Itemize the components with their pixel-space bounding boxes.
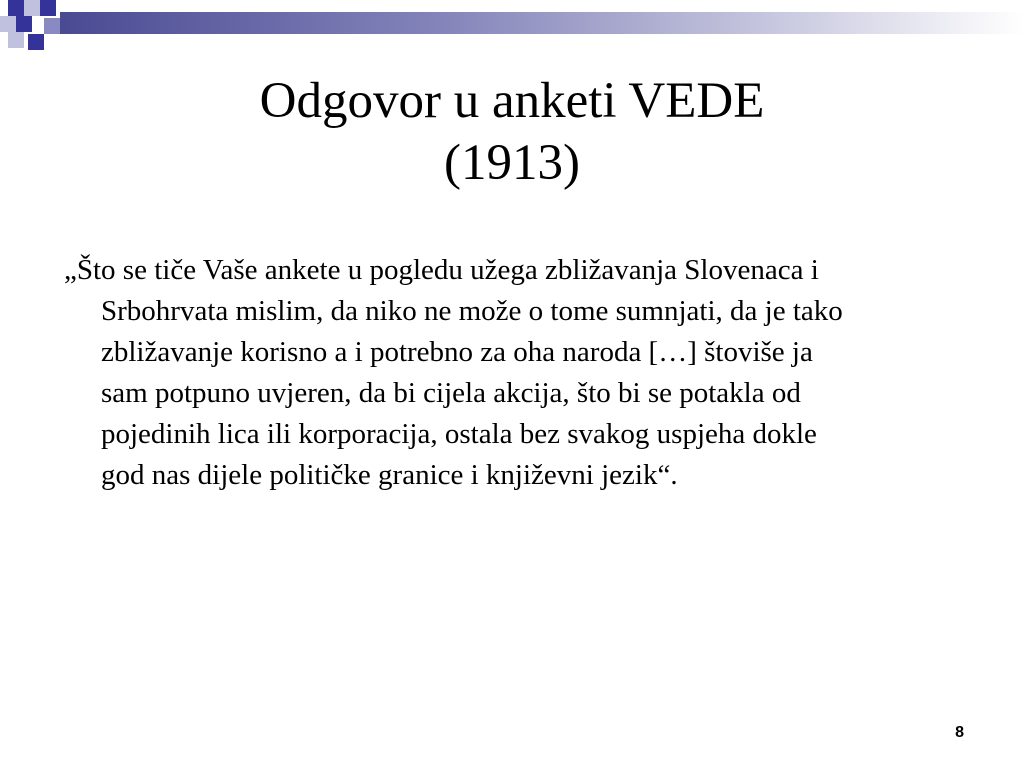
quote-line: „Što se tiče Vaše ankete u pogledu užega zbližavanja Slovenaca i	[64, 254, 819, 286]
decor-square	[8, 32, 24, 48]
decor-square	[0, 16, 16, 32]
title-line: Odgovor u anketi VEDE	[259, 73, 765, 129]
quote-line: pojedinih lica ili korporacija, ostala bez svakog uspjeha dokle	[101, 418, 817, 450]
decor-square	[44, 18, 60, 34]
header-gradient-bar	[60, 12, 1024, 34]
decor-square	[24, 0, 40, 16]
quote-line: zbližavanje korisno a i potrebno za oha naroda […] štoviše ja	[101, 336, 813, 368]
decor-square	[8, 0, 24, 16]
quote-line: sam potpuno uvjeren, da bi cijela akcija, što bi se potakla od	[101, 377, 801, 409]
decor-square	[16, 16, 32, 32]
quote-line: god nas dijele političke granice i književni jezik“.	[101, 459, 678, 491]
title-line: (1913)	[444, 135, 580, 191]
quote-text	[64, 250, 994, 496]
decor-square	[40, 0, 56, 16]
decor-square	[28, 34, 44, 50]
quote-line: Srbohrvata mislim, da niko ne može o tome sumnjati, da je tako	[101, 295, 843, 327]
page-number: 8	[955, 724, 964, 741]
slide-title	[0, 70, 1024, 194]
